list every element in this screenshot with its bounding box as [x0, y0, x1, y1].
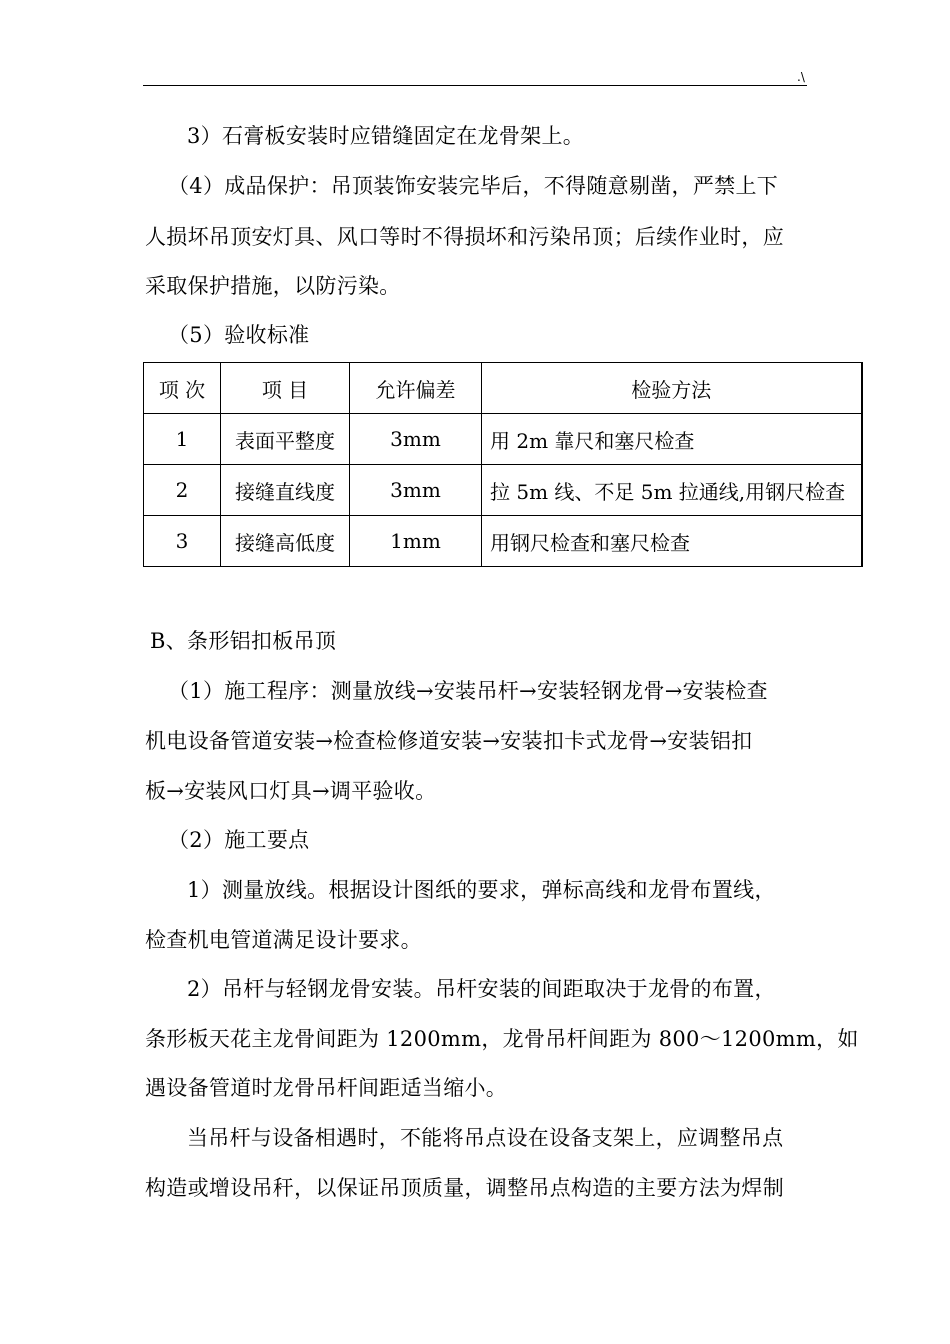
paragraph-line: 3）石膏板安装时应错缝固定在龙骨架上。 — [187, 124, 585, 148]
paragraph-line: 检查机电管道满足设计要求。 — [145, 928, 422, 952]
table-header-row — [144, 363, 862, 414]
header-rule — [143, 85, 807, 86]
col-header-item: 项 目 — [221, 363, 350, 414]
paragraph-line: 人损坏吊顶安灯具、风口等时不得损坏和污染吊顶；后续作业时，应 — [145, 225, 784, 249]
cell-tolerance: 3mm — [350, 414, 482, 465]
cell-method: 用 2m 靠尺和塞尺检查 — [482, 414, 862, 465]
paragraph-line: 2）吊杆与轻钢龙骨安装。吊杆安装的间距取决于龙骨的布置， — [187, 977, 776, 1001]
paragraph-line: 采取保护措施，以防污染。 — [145, 274, 401, 298]
section-heading: （5）验收标准 — [168, 323, 310, 347]
section-title: B、条形铝扣板吊顶 — [150, 629, 337, 653]
paragraph-line: （1）施工程序：测量放线→安装吊杆→安装轻钢龙骨→安装检查 — [168, 679, 768, 703]
cell-method: 拉 5m 线、不足 5m 拉通线,用钢尺检查 — [482, 465, 862, 516]
col-header-method: 检验方法 — [482, 363, 862, 414]
col-header-tolerance: 允许偏差 — [350, 363, 482, 414]
cell-item: 接缝高低度 — [221, 516, 350, 567]
cell-item: 接缝直线度 — [221, 465, 350, 516]
table-row — [144, 414, 862, 465]
paragraph-line: 条形板天花主龙骨间距为 1200mm，龙骨吊杆间距为 800～1200mm，如 — [145, 1027, 859, 1051]
cell-tolerance: 1mm — [350, 516, 482, 567]
paragraph-line: 当吊杆与设备相遇时，不能将吊点设在设备支架上，应调整吊点 — [187, 1126, 784, 1150]
paragraph-line: 遇设备管道时龙骨吊杆间距适当缩小。 — [145, 1076, 508, 1100]
cell-item-no: 2 — [144, 465, 221, 516]
cell-item-no: 3 — [144, 516, 221, 567]
paragraph-line: （4）成品保护：吊顶装饰安装完毕后，不得随意剔凿，严禁上下 — [168, 174, 779, 198]
cell-tolerance: 3mm — [350, 465, 482, 516]
cell-item: 表面平整度 — [221, 414, 350, 465]
table-row — [144, 465, 862, 516]
cell-method: 用钢尺检查和塞尺检查 — [482, 516, 862, 567]
col-header-item-no: 项 次 — [144, 363, 221, 414]
paragraph-line: 构造或增设吊秆，以保证吊顶质量，调整吊点构造的主要方法为焊制 — [145, 1176, 784, 1200]
header-mark: .\ — [797, 70, 805, 84]
paragraph-line: 1）测量放线。根据设计图纸的要求，弹标高线和龙骨布置线， — [187, 878, 776, 902]
acceptance-standards-table — [143, 362, 863, 567]
table-row — [144, 516, 862, 567]
cell-item-no: 1 — [144, 414, 221, 465]
paragraph-line: 机电设备管道安装→检查检修道安装→安装扣卡式龙骨→安装铝扣 — [145, 729, 753, 753]
section-heading: （2）施工要点 — [168, 828, 310, 852]
paragraph-line: 板→安装风口灯具→调平验收。 — [145, 779, 437, 803]
